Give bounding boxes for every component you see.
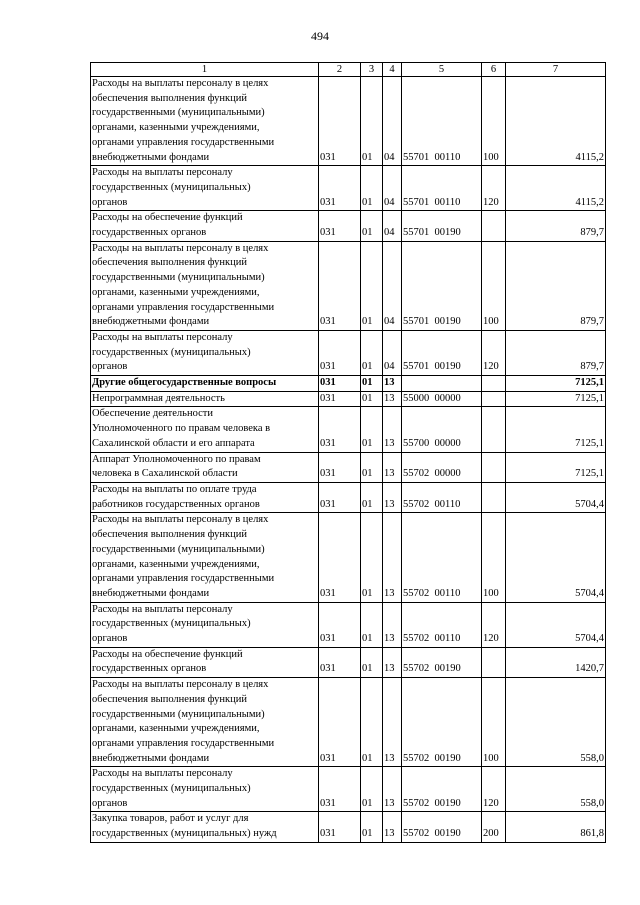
amount: 5704,4 — [506, 482, 606, 512]
ministry-code: 031 — [319, 678, 361, 767]
section-code: 01 — [361, 241, 383, 330]
target-article-code: 55702 00110 — [402, 602, 482, 647]
amount: 861,8 — [506, 812, 606, 842]
section-code: 01 — [361, 678, 383, 767]
ministry-code: 031 — [319, 767, 361, 812]
column-header-1: 1 — [91, 63, 319, 77]
expense-type-code: 100 — [482, 678, 506, 767]
target-article-code: 55702 00190 — [402, 767, 482, 812]
amount: 5704,4 — [506, 602, 606, 647]
section-code: 01 — [361, 166, 383, 211]
section-code: 01 — [361, 767, 383, 812]
table-row — [91, 77, 606, 166]
table-row — [91, 767, 606, 812]
expense-type-code: 100 — [482, 513, 506, 602]
subsection-code: 13 — [383, 647, 402, 677]
amount: 879,7 — [506, 241, 606, 330]
expense-type-code — [482, 391, 506, 407]
target-article-code: 55702 00000 — [402, 452, 482, 482]
table-row — [91, 452, 606, 482]
subsection-code: 04 — [383, 330, 402, 375]
subsection-code: 13 — [383, 407, 402, 452]
table-header-row — [91, 63, 606, 77]
column-header-2: 2 — [319, 63, 361, 77]
section-code: 01 — [361, 452, 383, 482]
ministry-code: 031 — [319, 647, 361, 677]
table-row — [91, 376, 606, 392]
subsection-code: 13 — [383, 812, 402, 842]
budget-table — [90, 62, 606, 843]
subsection-code: 04 — [383, 211, 402, 241]
section-code: 01 — [361, 647, 383, 677]
amount: 879,7 — [506, 211, 606, 241]
expense-name: Расходы на выплаты персоналу государственных (муниципальных) органов — [91, 166, 319, 211]
column-header-7: 7 — [506, 63, 606, 77]
expense-type-code: 120 — [482, 602, 506, 647]
target-article-code: 55700 00000 — [402, 407, 482, 452]
subsection-code: 04 — [383, 241, 402, 330]
target-article-code: 55701 00190 — [402, 241, 482, 330]
table-row — [91, 513, 606, 602]
subsection-code: 13 — [383, 391, 402, 407]
expense-name: Расходы на выплаты персоналу в целях обеспечения выполнения функций государственными (муниципальными) органами, казенными учреждениями, органами управления государственными внебюджетными фондами — [91, 77, 319, 166]
ministry-code: 031 — [319, 77, 361, 166]
amount: 5704,4 — [506, 513, 606, 602]
table-row — [91, 211, 606, 241]
amount: 7125,1 — [506, 407, 606, 452]
amount: 879,7 — [506, 330, 606, 375]
amount: 7125,1 — [506, 452, 606, 482]
amount: 4115,2 — [506, 77, 606, 166]
expense-name: Другие общегосударственные вопросы — [91, 376, 319, 392]
target-article-code: 55701 00190 — [402, 211, 482, 241]
amount: 558,0 — [506, 767, 606, 812]
expense-type-code — [482, 452, 506, 482]
table-row — [91, 602, 606, 647]
section-code: 01 — [361, 391, 383, 407]
expense-type-code: 120 — [482, 330, 506, 375]
expense-name: Расходы на выплаты по оплате труда работников государственных органов — [91, 482, 319, 512]
table-row — [91, 482, 606, 512]
amount: 7125,1 — [506, 391, 606, 407]
ministry-code: 031 — [319, 166, 361, 211]
expense-name: Расходы на выплаты персоналу в целях обеспечения выполнения функций государственными (муниципальными) органами, казенными учреждениями, органами управления государственными внебюджетными фондами — [91, 678, 319, 767]
target-article-code: 55701 00190 — [402, 330, 482, 375]
table-row — [91, 678, 606, 767]
table-row — [91, 241, 606, 330]
subsection-code: 04 — [383, 77, 402, 166]
amount: 4115,2 — [506, 166, 606, 211]
expense-name: Расходы на выплаты персоналу государственных (муниципальных) органов — [91, 767, 319, 812]
expense-type-code — [482, 647, 506, 677]
ministry-code: 031 — [319, 812, 361, 842]
target-article-code: 55000 00000 — [402, 391, 482, 407]
target-article-code — [402, 376, 482, 392]
expense-type-code: 200 — [482, 812, 506, 842]
expense-type-code: 100 — [482, 77, 506, 166]
target-article-code: 55701 00110 — [402, 166, 482, 211]
subsection-code: 13 — [383, 482, 402, 512]
table-body — [91, 77, 606, 843]
section-code: 01 — [361, 330, 383, 375]
expense-name: Обеспечение деятельности Уполномоченного по правам человека в Сахалинской области и его аппарата — [91, 407, 319, 452]
expense-type-code — [482, 376, 506, 392]
amount: 7125,1 — [506, 376, 606, 392]
subsection-code: 13 — [383, 376, 402, 392]
expense-name: Непрограммная деятельность — [91, 391, 319, 407]
column-header-6: 6 — [482, 63, 506, 77]
expense-name: Расходы на выплаты персоналу государственных (муниципальных) органов — [91, 602, 319, 647]
section-code: 01 — [361, 211, 383, 241]
subsection-code: 13 — [383, 452, 402, 482]
expense-type-code: 100 — [482, 241, 506, 330]
page-number: 494 — [311, 29, 329, 43]
ministry-code: 031 — [319, 376, 361, 392]
section-code: 01 — [361, 376, 383, 392]
section-code: 01 — [361, 602, 383, 647]
section-code: 01 — [361, 407, 383, 452]
ministry-code: 031 — [319, 241, 361, 330]
target-article-code: 55702 00110 — [402, 513, 482, 602]
target-article-code: 55702 00190 — [402, 647, 482, 677]
section-code: 01 — [361, 482, 383, 512]
ministry-code: 031 — [319, 452, 361, 482]
expense-type-code — [482, 211, 506, 241]
subsection-code: 13 — [383, 767, 402, 812]
section-code: 01 — [361, 812, 383, 842]
table-row — [91, 330, 606, 375]
ministry-code: 031 — [319, 211, 361, 241]
expense-name: Расходы на обеспечение функций государственных органов — [91, 647, 319, 677]
subsection-code: 13 — [383, 602, 402, 647]
table-row — [91, 391, 606, 407]
expense-name: Аппарат Уполномоченного по правам человека в Сахалинской области — [91, 452, 319, 482]
column-header-4: 4 — [383, 63, 402, 77]
amount: 558,0 — [506, 678, 606, 767]
expense-name: Расходы на выплаты персоналу в целях обеспечения выполнения функций государственными (муниципальными) органами, казенными учреждениями, органами управления государственными внебюджетными фондами — [91, 241, 319, 330]
table-row — [91, 407, 606, 452]
ministry-code: 031 — [319, 482, 361, 512]
ministry-code: 031 — [319, 513, 361, 602]
expense-type-code: 120 — [482, 166, 506, 211]
target-article-code: 55701 00110 — [402, 77, 482, 166]
amount: 1420,7 — [506, 647, 606, 677]
expense-name: Расходы на выплаты персоналу государственных (муниципальных) органов — [91, 330, 319, 375]
section-code: 01 — [361, 77, 383, 166]
subsection-code: 13 — [383, 513, 402, 602]
expense-type-code — [482, 407, 506, 452]
ministry-code: 031 — [319, 407, 361, 452]
target-article-code: 55702 00110 — [402, 482, 482, 512]
table-row — [91, 812, 606, 842]
target-article-code: 55702 00190 — [402, 678, 482, 767]
expense-name: Закупка товаров, работ и услуг для государственных (муниципальных) нужд — [91, 812, 319, 842]
expense-name: Расходы на выплаты персоналу в целях обеспечения выполнения функций государственными (муниципальными) органами, казенными учреждениями, органами управления государственными внебюджетными фондами — [91, 513, 319, 602]
column-header-5: 5 — [402, 63, 482, 77]
expense-name: Расходы на обеспечение функций государственных органов — [91, 211, 319, 241]
table-row — [91, 166, 606, 211]
target-article-code: 55702 00190 — [402, 812, 482, 842]
expense-type-code: 120 — [482, 767, 506, 812]
column-header-3: 3 — [361, 63, 383, 77]
section-code: 01 — [361, 513, 383, 602]
ministry-code: 031 — [319, 391, 361, 407]
subsection-code: 13 — [383, 678, 402, 767]
table-row — [91, 647, 606, 677]
subsection-code: 04 — [383, 166, 402, 211]
expense-type-code — [482, 482, 506, 512]
ministry-code: 031 — [319, 602, 361, 647]
ministry-code: 031 — [319, 330, 361, 375]
